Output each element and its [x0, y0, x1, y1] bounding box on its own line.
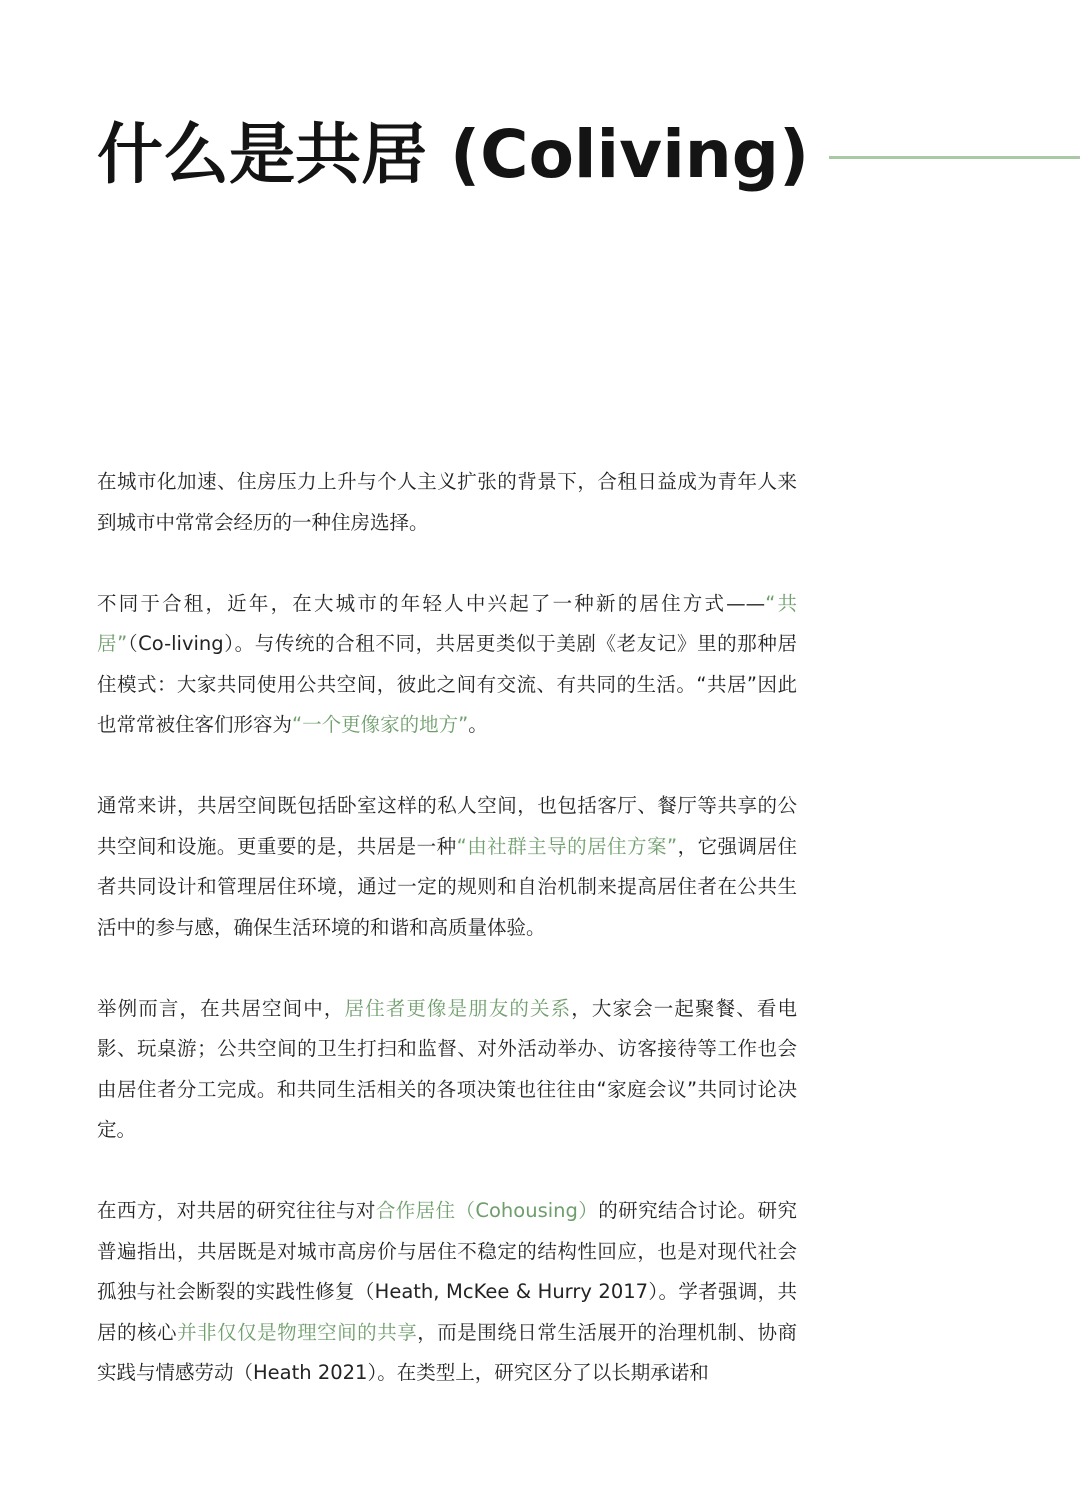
- paragraph-text: 在西方，对共居的研究往往与对: [97, 1199, 376, 1222]
- paragraph-text: （Co-living）。与传统的合租不同，共居更类似于美剧《老友记》里的那种居住模式：大家共同使用公共空间，彼此之间有交流、有共同的生活。“共居”因此也常常被住客们形容为: [97, 632, 797, 736]
- paragraph-text: ，而是围绕日常生活展开的治理机制、协商实践与情感劳动（Heath 2021）。在类型上，研究区分了以长期承诺和: [97, 1320, 797, 1384]
- page-title: 什么是共居 (Coliving): [97, 116, 810, 193]
- title-row: [97, 110, 1080, 200]
- highlighted-term: “一个更像家的地方”: [292, 713, 469, 736]
- paragraph: [97, 786, 797, 948]
- paragraph-text: 在城市化加速、住房压力上升与个人主义扩张的背景下，合租日益成为青年人来到城市中常常会经历的一种住房选择。: [97, 470, 797, 534]
- paragraph-text: 的研究结合讨论。研究普遍指出，共居既是对城市高房价与居住不稳定的结构性回应，也是对现代社会孤独与社会断裂的实践性修复（Heath, McKee & Hurry 2017）。学者强调，共居的核心: [97, 1199, 797, 1344]
- paragraph-text: 举例而言，在共居空间中，: [97, 996, 345, 1020]
- highlighted-term: “由社群主导的居住方案”: [456, 834, 678, 858]
- paragraph-text: 不同于合租，近年，在大城市的年轻人中兴起了一种新的居住方式——: [97, 591, 766, 615]
- paragraph-text: 通常来讲，共居空间既包括卧室这样的私人空间，也包括客厅、餐厅等共享的公共空间和设施。更重要的是，共居是一种: [97, 794, 797, 858]
- highlighted-term: 居住者更像是朋友的关系: [344, 996, 572, 1020]
- paragraph-text: 。: [468, 713, 488, 736]
- highlighted-term: 并非仅仅是物理空间的共享: [177, 1320, 418, 1344]
- highlighted-term: “共居”: [97, 591, 797, 655]
- paragraph: [97, 462, 797, 543]
- paragraph: [97, 584, 797, 746]
- paragraph: [97, 1191, 797, 1394]
- paragraph-text: ，大家会一起聚餐、看电影、玩桌游；公共空间的卫生打扫和监督、对外活动举办、访客接待等工作也会由居住者分工完成。和共同生活相关的各项决策也往往由“家庭会议”共同讨论决定。: [97, 996, 797, 1141]
- article-body: [97, 462, 797, 1434]
- paragraph-text: ，它强调居住者共同设计和管理居住环境，通过一定的规则和自治机制来提高居住者在公共生活中的参与感，确保生活环境的和谐和高质量体验。: [97, 834, 797, 939]
- highlighted-term: 合作居住（Cohousing）: [375, 1199, 599, 1222]
- title-divider-line: [829, 156, 1080, 159]
- paragraph: [97, 989, 797, 1151]
